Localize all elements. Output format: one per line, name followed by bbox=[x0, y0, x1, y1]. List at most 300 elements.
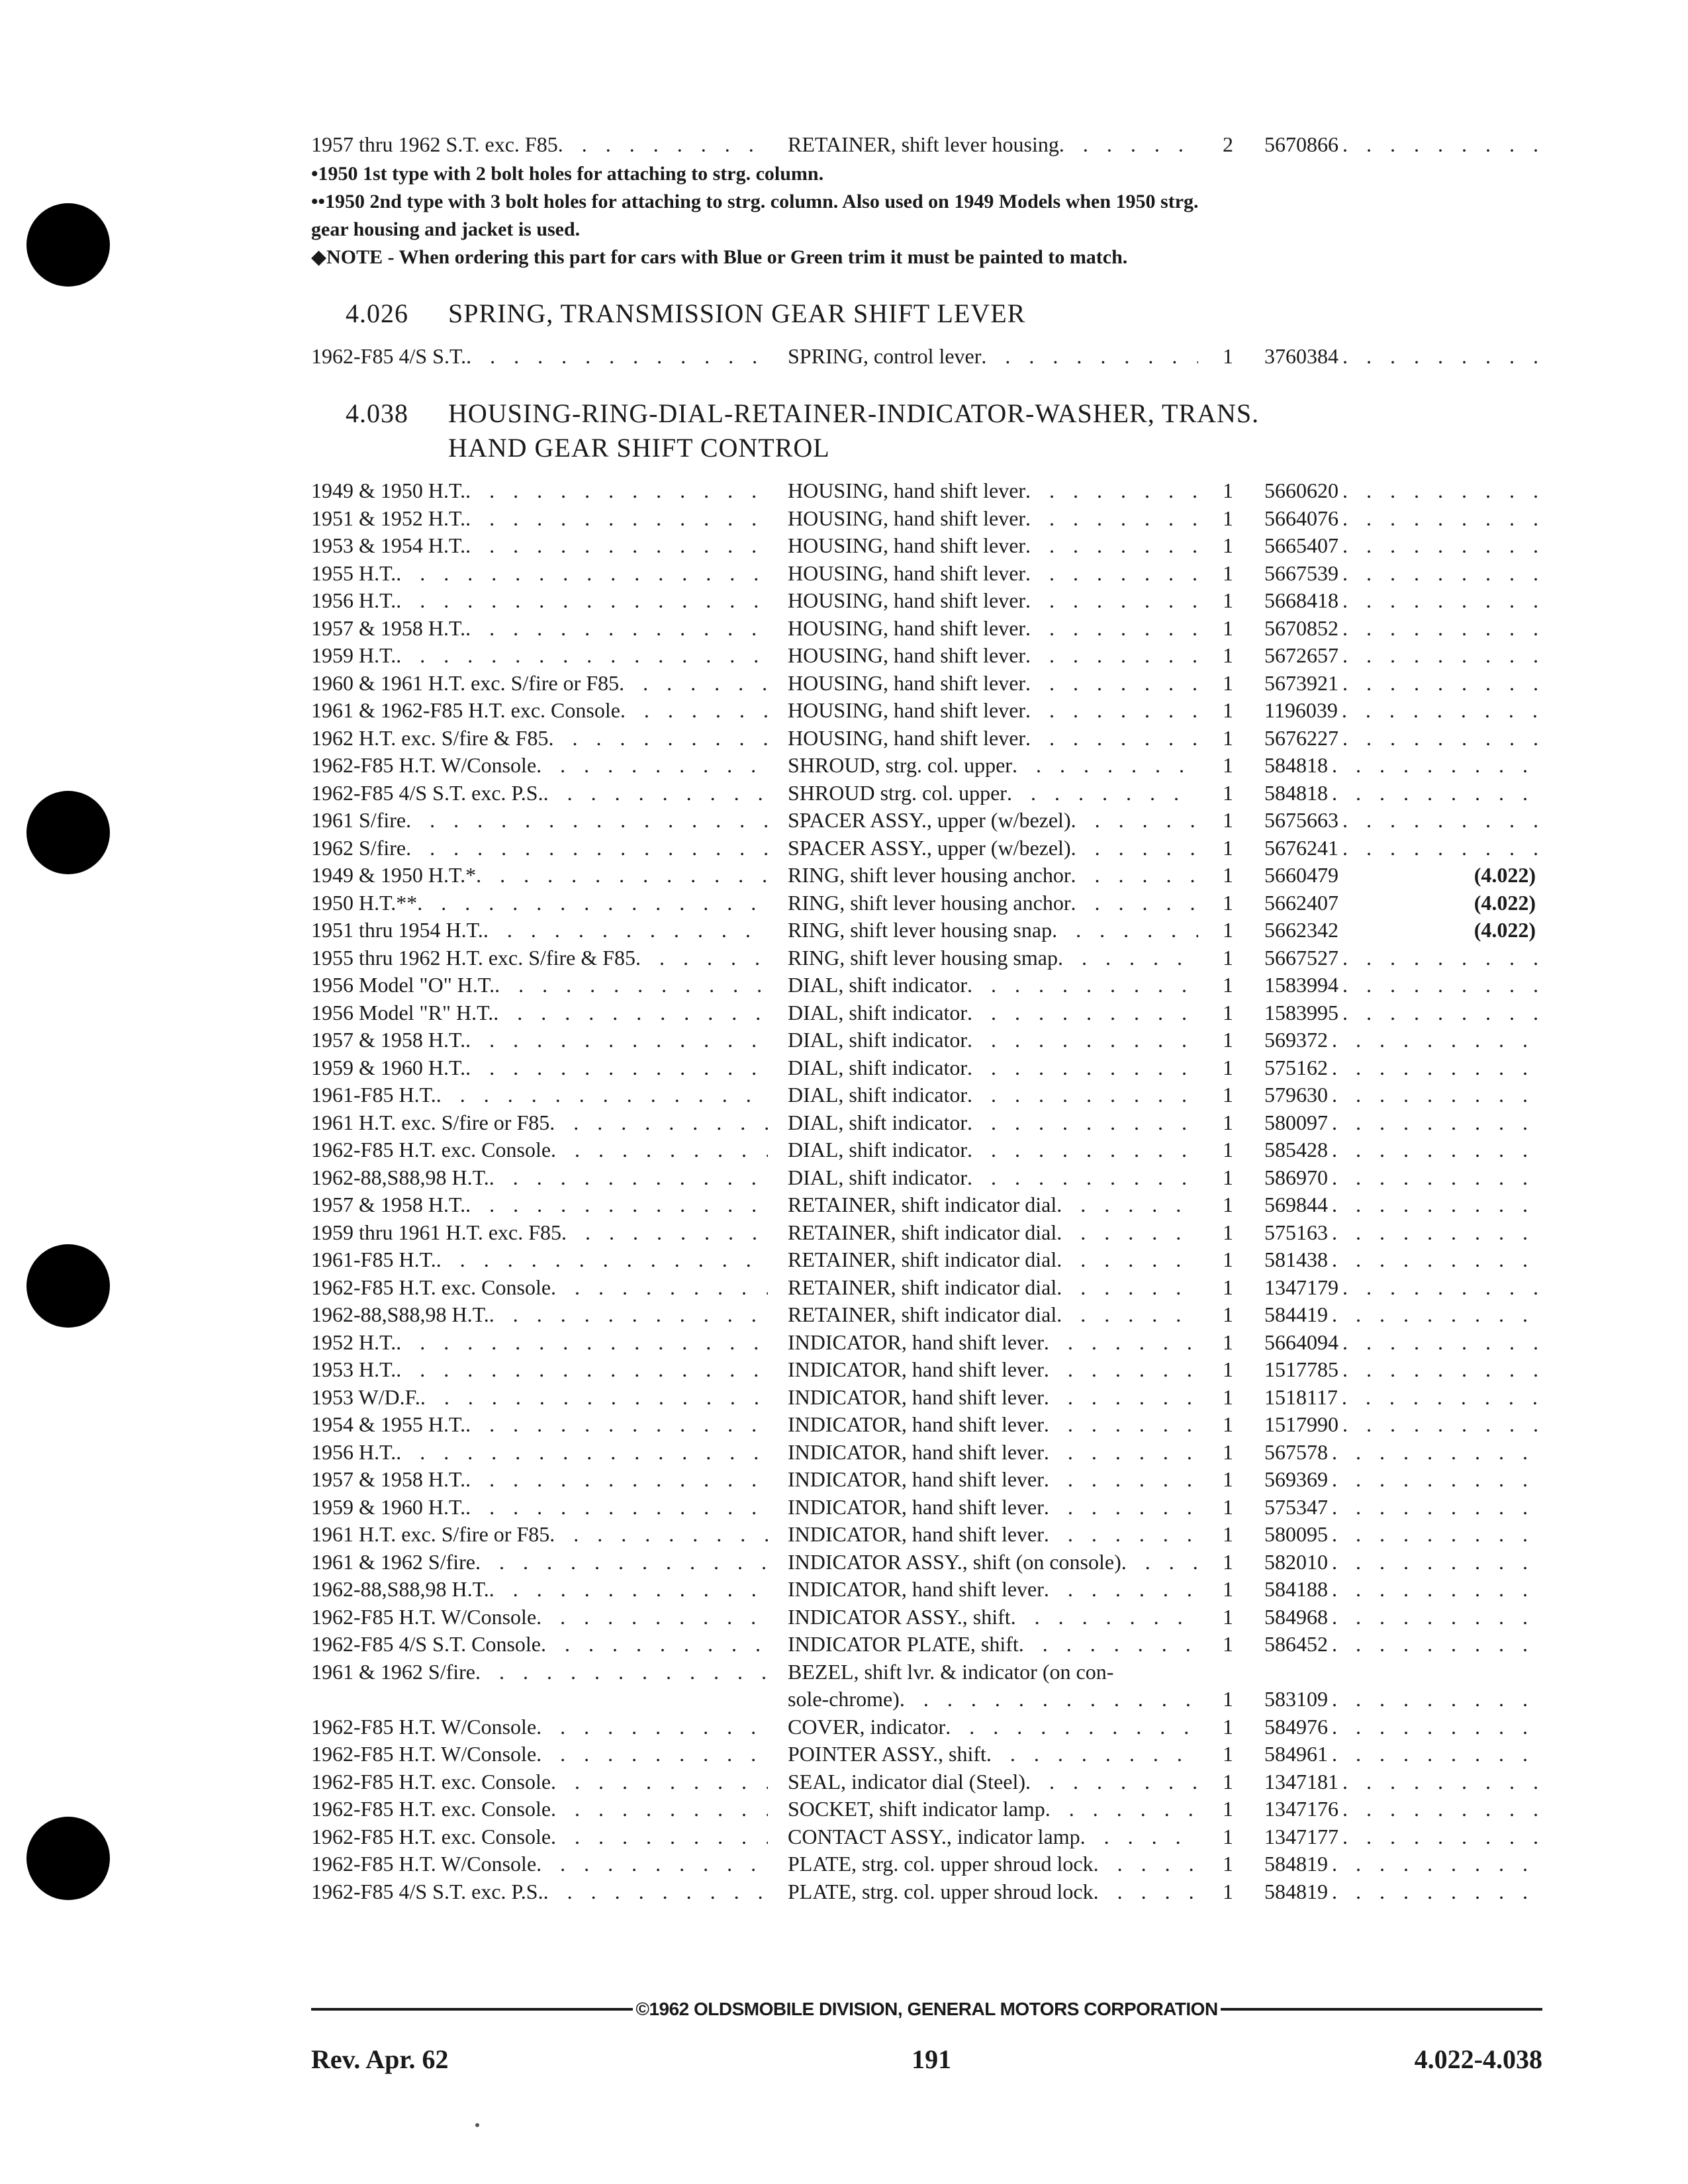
revision-date: Rev. Apr. 62 bbox=[311, 2044, 449, 2074]
dot-leader bbox=[465, 1193, 768, 1217]
quantity: 1 bbox=[1223, 753, 1233, 777]
parts-row bbox=[311, 1605, 1542, 1633]
part-number: 579630 bbox=[1264, 1083, 1328, 1107]
parts-row bbox=[311, 132, 1542, 160]
quantity: 1 bbox=[1223, 1769, 1233, 1794]
parts-row bbox=[311, 1770, 1542, 1797]
dot-leader bbox=[1342, 1770, 1542, 1794]
quantity: 1 bbox=[1223, 478, 1233, 502]
quantity: 1 bbox=[1223, 1797, 1233, 1821]
dot-leader bbox=[1058, 946, 1198, 970]
part-number: 5662407 bbox=[1264, 890, 1338, 915]
dot-leader bbox=[536, 1852, 768, 1876]
application: 1962-F85 H.T. W/Console bbox=[311, 1852, 537, 1876]
dot-leader bbox=[536, 1715, 768, 1739]
quantity: 1 bbox=[1223, 725, 1233, 750]
part-description: DIAL, shift indicator bbox=[788, 1055, 968, 1079]
application: 1959 thru 1961 H.T. exc. F85 bbox=[311, 1220, 562, 1244]
section-reference: (4.022) bbox=[1474, 890, 1536, 915]
dot-leader bbox=[1094, 1852, 1198, 1876]
dot-leader bbox=[1332, 1028, 1542, 1052]
quantity: 1 bbox=[1223, 615, 1233, 640]
parts-row bbox=[311, 836, 1542, 864]
parts-row bbox=[311, 561, 1542, 589]
parts-row bbox=[311, 1220, 1542, 1248]
parts-row bbox=[311, 1550, 1542, 1578]
dot-leader bbox=[1019, 1632, 1198, 1657]
application: 1962-F85 4/S S.T. exc. P.S. bbox=[311, 780, 543, 805]
application: 1962 H.T. exc. S/fire & F85 bbox=[311, 725, 549, 750]
part-description: HOUSING, hand shift lever bbox=[788, 506, 1026, 530]
parts-row bbox=[311, 588, 1542, 616]
quantity: 1 bbox=[1223, 1138, 1233, 1161]
sections-container bbox=[311, 296, 1542, 1907]
dot-leader bbox=[396, 588, 768, 613]
note: ◆NOTE - When ordering this part for cars with Blue or Green trim it must be painted to match. bbox=[311, 246, 1128, 268]
dot-leader bbox=[1052, 918, 1198, 942]
dot-leader bbox=[1332, 1605, 1542, 1629]
parts-row bbox=[311, 1880, 1542, 1907]
part-number: 584961 bbox=[1264, 1742, 1328, 1766]
dot-leader bbox=[986, 1742, 1198, 1766]
dot-leader bbox=[396, 1440, 768, 1465]
part-description: HOUSING, hand shift lever bbox=[788, 588, 1026, 612]
part-number: 584968 bbox=[1264, 1604, 1328, 1629]
dot-leader bbox=[635, 946, 768, 970]
part-description: RING, shift lever housing anchor bbox=[788, 863, 1071, 887]
part-description: CONTACT ASSY., indicator lamp bbox=[788, 1824, 1080, 1848]
parts-row bbox=[311, 478, 1542, 506]
part-number: 580095 bbox=[1264, 1522, 1328, 1546]
dot-leader bbox=[967, 1028, 1198, 1052]
application: 1962-88,S88,98 H.T. bbox=[311, 1577, 489, 1601]
part-description: DIAL, shift indicator bbox=[788, 1028, 968, 1052]
application: 1957 & 1958 H.T. bbox=[311, 1193, 466, 1216]
parts-row bbox=[311, 1385, 1542, 1413]
part-number: 583109 bbox=[1264, 1687, 1328, 1711]
parts-row bbox=[311, 643, 1542, 671]
part-description: RING, shift lever housing snap bbox=[788, 918, 1053, 942]
dot-leader bbox=[420, 1385, 768, 1410]
dot-leader bbox=[1332, 1522, 1542, 1547]
application: 1962-F85 4/S S.T. bbox=[311, 343, 467, 368]
application: 1959 & 1960 H.T. bbox=[311, 1494, 466, 1519]
dot-leader bbox=[1342, 1797, 1542, 1821]
application: 1955 thru 1962 H.T. exc. S/fire & F85 bbox=[311, 945, 636, 970]
dot-leader bbox=[1332, 1577, 1542, 1602]
application: 1957 & 1958 H.T. bbox=[311, 1467, 466, 1491]
part-number: 5672657 bbox=[1264, 643, 1338, 667]
part-description: INDICATOR, hand shift lever bbox=[788, 1330, 1044, 1354]
application: 1962-F85 H.T. W/Console bbox=[311, 1742, 537, 1766]
quantity: 2 bbox=[1223, 132, 1233, 156]
dot-leader bbox=[1044, 1577, 1198, 1602]
dot-leader bbox=[1342, 671, 1542, 696]
dot-leader bbox=[1121, 1550, 1198, 1574]
part-number: 5676227 bbox=[1264, 725, 1338, 750]
application: 1949 & 1950 H.T.* bbox=[311, 863, 477, 887]
section-title: HOUSING-RING-DIAL-RETAINER-INDICATOR-WASHER, TRANS. HAND GEAR SHIFT CONTROL bbox=[448, 398, 1260, 463]
part-number: 1347179 bbox=[1264, 1275, 1338, 1299]
dot-leader bbox=[1342, 533, 1542, 558]
quantity: 1 bbox=[1223, 1879, 1233, 1903]
dot-leader bbox=[465, 1467, 768, 1492]
binder-hole bbox=[26, 791, 110, 874]
part-number: 5673921 bbox=[1264, 670, 1338, 695]
application: 1961 & 1962-F85 H.T. exc. Console bbox=[311, 698, 620, 722]
dot-leader bbox=[396, 1357, 768, 1382]
dot-leader bbox=[1025, 671, 1198, 696]
dot-leader bbox=[967, 1056, 1198, 1080]
part-description: sole-chrome) bbox=[788, 1687, 900, 1711]
dot-leader bbox=[1044, 1440, 1198, 1465]
part-number: 1517785 bbox=[1264, 1357, 1338, 1381]
quantity: 1 bbox=[1223, 1494, 1233, 1519]
dot-leader bbox=[396, 1330, 768, 1355]
application: 1961-F85 H.T. bbox=[311, 1083, 436, 1107]
quantity: 1 bbox=[1223, 506, 1233, 530]
application: 1962-F85 4/S S.T. Console bbox=[311, 1632, 541, 1656]
dot-leader bbox=[1044, 1412, 1198, 1437]
part-description: HOUSING, hand shift lever bbox=[788, 670, 1026, 695]
application: 1959 H.T. bbox=[311, 643, 397, 667]
application: 1962-F85 H.T. exc. Console bbox=[311, 1769, 551, 1794]
dot-leader bbox=[406, 836, 768, 860]
dot-leader bbox=[475, 1550, 768, 1574]
parts-row bbox=[311, 1138, 1542, 1165]
application: 1961 H.T. exc. S/fire or F85 bbox=[311, 1522, 550, 1546]
part-number: 584419 bbox=[1264, 1302, 1328, 1326]
dot-leader bbox=[551, 1825, 768, 1849]
dot-leader bbox=[466, 344, 768, 369]
part-description: COVER, indicator bbox=[788, 1714, 946, 1739]
parts-row bbox=[311, 1797, 1542, 1825]
parts-row bbox=[311, 1165, 1542, 1193]
dot-leader bbox=[1044, 1467, 1198, 1492]
part-description: INDICATOR, hand shift lever bbox=[788, 1494, 1044, 1519]
quantity: 1 bbox=[1223, 973, 1233, 997]
dot-leader bbox=[493, 1001, 768, 1025]
part-description: DIAL, shift indicator bbox=[788, 1165, 968, 1189]
dot-leader bbox=[536, 1742, 768, 1766]
part-number: 569844 bbox=[1264, 1193, 1328, 1216]
part-description: PLATE, strg. col. upper shroud lock bbox=[788, 1879, 1094, 1903]
dot-leader bbox=[494, 973, 768, 997]
parts-row bbox=[311, 1660, 1542, 1688]
part-description: HOUSING, hand shift lever bbox=[788, 698, 1026, 722]
part-description: INDICATOR, hand shift lever bbox=[788, 1412, 1044, 1436]
dot-leader bbox=[619, 671, 768, 696]
part-description: INDICATOR, hand shift lever bbox=[788, 1577, 1044, 1601]
quantity: 1 bbox=[1223, 1110, 1233, 1134]
quantity: 1 bbox=[1223, 890, 1233, 915]
part-description: HOUSING, hand shift lever bbox=[788, 643, 1026, 667]
quantity: 1 bbox=[1223, 1687, 1233, 1711]
application: 1956 Model "O" H.T. bbox=[311, 973, 495, 997]
dot-leader bbox=[1007, 781, 1198, 805]
part-description: INDICATOR, hand shift lever bbox=[788, 1467, 1044, 1491]
parts-row bbox=[311, 973, 1542, 1001]
dot-leader bbox=[1342, 561, 1542, 586]
dot-leader bbox=[1342, 1412, 1542, 1437]
part-number: 5675663 bbox=[1264, 808, 1338, 832]
application: 1962-F85 4/S S.T. exc. P.S. bbox=[311, 1879, 543, 1903]
part-description: INDICATOR ASSY., shift bbox=[788, 1604, 1011, 1629]
application: 1961 & 1962 S/fire bbox=[311, 1659, 475, 1684]
binder-hole bbox=[26, 203, 110, 287]
dot-leader bbox=[541, 1632, 768, 1657]
dot-leader bbox=[967, 973, 1198, 997]
section-title: SPRING, TRANSMISSION GEAR SHIFT LEVER bbox=[448, 298, 1026, 328]
parts-row bbox=[311, 808, 1542, 836]
application: 1953 H.T. bbox=[311, 1357, 397, 1381]
binder-hole bbox=[26, 1817, 110, 1900]
parts-row bbox=[311, 1852, 1542, 1880]
part-description: RING, shift lever housing smap bbox=[788, 945, 1058, 970]
part-description: INDICATOR PLATE, shift bbox=[788, 1632, 1019, 1656]
dot-leader bbox=[967, 1111, 1198, 1135]
quantity: 1 bbox=[1223, 533, 1233, 557]
section-heading bbox=[346, 296, 1542, 331]
dot-leader bbox=[406, 808, 768, 833]
dot-leader bbox=[1342, 1825, 1542, 1849]
parts-row bbox=[311, 1577, 1542, 1605]
part-number: 1196039 bbox=[1264, 698, 1338, 722]
parts-row bbox=[311, 1275, 1542, 1303]
dot-leader bbox=[1332, 1715, 1542, 1739]
application: 1951 thru 1954 H.T. bbox=[311, 918, 483, 942]
dot-leader bbox=[1071, 836, 1198, 860]
part-description: HOUSING, hand shift lever bbox=[788, 615, 1026, 640]
dot-leader bbox=[551, 1138, 768, 1162]
section-reference: (4.022) bbox=[1474, 863, 1536, 887]
dot-leader bbox=[551, 1770, 768, 1794]
parts-row bbox=[311, 1742, 1542, 1770]
binder-hole bbox=[26, 1244, 110, 1328]
footer-rule bbox=[1221, 2008, 1542, 2011]
part-number: 5668418 bbox=[1264, 588, 1338, 612]
dot-leader bbox=[1332, 781, 1542, 805]
part-number: 5660479 bbox=[1264, 863, 1338, 887]
application: 1962-F85 H.T. W/Console bbox=[311, 1714, 537, 1739]
quantity: 1 bbox=[1223, 808, 1233, 832]
quantity: 1 bbox=[1223, 1302, 1233, 1326]
dot-leader bbox=[1332, 1495, 1542, 1520]
dot-leader bbox=[1332, 1632, 1542, 1657]
dot-leader bbox=[1025, 616, 1198, 641]
part-number: 1347176 bbox=[1264, 1797, 1338, 1821]
dot-leader bbox=[981, 344, 1198, 369]
dot-leader bbox=[1332, 1083, 1542, 1107]
dot-leader bbox=[1342, 836, 1542, 860]
dot-leader bbox=[967, 1083, 1198, 1107]
section-number: 4.038 bbox=[346, 398, 408, 428]
dot-leader bbox=[1342, 616, 1542, 641]
quantity: 1 bbox=[1223, 1632, 1233, 1656]
parts-row bbox=[311, 616, 1542, 644]
part-description: RETAINER, shift lever housing bbox=[788, 132, 1059, 156]
dot-leader bbox=[1342, 1001, 1542, 1025]
part-description: DIAL, shift indicator bbox=[788, 1083, 968, 1107]
dot-leader bbox=[1332, 1056, 1542, 1080]
notes-block bbox=[311, 160, 1542, 271]
footer-rule bbox=[311, 2008, 633, 2011]
dot-leader bbox=[967, 1138, 1198, 1162]
application: 1962-F85 H.T. exc. Console bbox=[311, 1797, 551, 1821]
quantity: 1 bbox=[1223, 1577, 1233, 1601]
dot-leader bbox=[1025, 506, 1198, 531]
quantity: 1 bbox=[1223, 1055, 1233, 1079]
parts-row bbox=[311, 918, 1542, 946]
quantity: 1 bbox=[1223, 1248, 1233, 1271]
catalog-section bbox=[311, 396, 1542, 465]
page-number: 191 bbox=[912, 2044, 952, 2074]
part-number: 575163 bbox=[1264, 1220, 1328, 1244]
part-description: RETAINER, shift indicator dial bbox=[788, 1275, 1057, 1299]
application: 1956 Model "R" H.T. bbox=[311, 1000, 494, 1024]
parts-row bbox=[311, 781, 1542, 809]
quantity: 1 bbox=[1223, 1165, 1233, 1189]
part-description: POINTER ASSY., shift bbox=[788, 1742, 986, 1766]
part-number: 1583994 bbox=[1264, 973, 1338, 997]
parts-row bbox=[311, 1522, 1542, 1550]
part-number: 3760384 bbox=[1264, 343, 1338, 368]
dot-leader bbox=[476, 863, 768, 887]
part-number: 1347181 bbox=[1264, 1769, 1338, 1794]
dot-leader bbox=[1080, 1825, 1198, 1849]
dot-leader bbox=[536, 1605, 768, 1629]
section-range: 4.022-4.038 bbox=[1414, 2044, 1542, 2074]
dot-leader bbox=[1056, 1193, 1198, 1217]
application: 1957 & 1958 H.T. bbox=[311, 1028, 466, 1052]
part-description: INDICATOR, hand shift lever bbox=[788, 1357, 1044, 1381]
part-number: 584819 bbox=[1264, 1879, 1328, 1903]
part-number: 5670866 bbox=[1264, 132, 1338, 156]
part-number: 5660620 bbox=[1264, 478, 1338, 502]
dot-leader bbox=[475, 1660, 768, 1684]
parts-row bbox=[311, 1248, 1542, 1275]
dot-leader bbox=[543, 1880, 768, 1904]
dot-leader bbox=[465, 1412, 768, 1437]
part-number: 575162 bbox=[1264, 1055, 1328, 1079]
quantity: 1 bbox=[1223, 1000, 1233, 1024]
part-number: 1583995 bbox=[1264, 1000, 1338, 1024]
quantity: 1 bbox=[1223, 1275, 1233, 1299]
part-description: INDICATOR, hand shift lever bbox=[788, 1522, 1044, 1546]
dot-leader bbox=[1056, 1275, 1198, 1300]
dot-leader bbox=[561, 1220, 768, 1245]
part-description: HOUSING, hand shift lever bbox=[788, 725, 1026, 750]
dot-leader bbox=[1056, 1220, 1198, 1245]
dot-leader bbox=[1044, 1522, 1198, 1547]
dot-leader bbox=[1056, 1248, 1198, 1272]
part-number: 582010 bbox=[1264, 1549, 1328, 1574]
part-number: 584976 bbox=[1264, 1714, 1328, 1739]
quantity: 1 bbox=[1223, 1193, 1233, 1216]
parts-row bbox=[311, 344, 1542, 372]
parts-row bbox=[311, 891, 1542, 919]
part-number: 584819 bbox=[1264, 1852, 1328, 1876]
dot-leader bbox=[1025, 478, 1198, 503]
dot-leader bbox=[1025, 698, 1198, 723]
parts-row bbox=[311, 1495, 1542, 1523]
dot-leader bbox=[1025, 533, 1198, 558]
quantity: 1 bbox=[1223, 1028, 1233, 1052]
dot-leader bbox=[465, 1056, 768, 1080]
dot-leader bbox=[1025, 643, 1198, 668]
application: 1962-88,S88,98 H.T. bbox=[311, 1165, 489, 1189]
parts-row bbox=[311, 1632, 1542, 1660]
part-description: INDICATOR, hand shift lever bbox=[788, 1439, 1044, 1464]
application: 1961 H.T. exc. S/fire or F85 bbox=[311, 1110, 550, 1134]
application: 1962-88,S88,98 H.T. bbox=[311, 1302, 489, 1326]
application: 1956 H.T. bbox=[311, 588, 397, 612]
dot-leader bbox=[1044, 1495, 1198, 1520]
part-description: RETAINER, shift indicator dial bbox=[788, 1220, 1057, 1244]
part-number: 1517990 bbox=[1264, 1412, 1338, 1436]
application: 1955 H.T. bbox=[311, 561, 397, 585]
dot-leader bbox=[465, 506, 768, 531]
quantity: 1 bbox=[1223, 1357, 1233, 1381]
dot-leader bbox=[536, 753, 768, 778]
dot-leader bbox=[1332, 1220, 1542, 1245]
dot-leader bbox=[1342, 1330, 1542, 1355]
parts-row bbox=[311, 863, 1542, 891]
quantity: 1 bbox=[1223, 1714, 1233, 1739]
part-number: 581438 bbox=[1264, 1248, 1328, 1271]
quantity: 1 bbox=[1223, 1220, 1233, 1244]
dot-leader bbox=[396, 561, 768, 586]
quantity: 1 bbox=[1223, 343, 1233, 368]
dot-leader bbox=[548, 726, 768, 751]
part-description: INDICATOR, hand shift lever bbox=[788, 1385, 1044, 1409]
part-description: PLATE, strg. col. upper shroud lock bbox=[788, 1852, 1094, 1876]
part-number: 584818 bbox=[1264, 753, 1328, 777]
part-description: RETAINER, shift indicator dial bbox=[788, 1302, 1057, 1326]
dot-leader bbox=[1342, 698, 1542, 723]
part-number: 585428 bbox=[1264, 1138, 1328, 1161]
part-description: SHROUD, strg. col. upper bbox=[788, 753, 1012, 777]
part-description: SPACER ASSY., upper (w/bezel) bbox=[788, 808, 1071, 832]
dot-leader bbox=[1342, 588, 1542, 613]
parts-row bbox=[311, 1467, 1542, 1495]
quantity: 1 bbox=[1223, 1742, 1233, 1766]
dot-leader bbox=[551, 1275, 768, 1300]
dot-leader bbox=[1070, 863, 1198, 887]
part-number: 5676241 bbox=[1264, 835, 1338, 860]
quantity: 1 bbox=[1223, 1852, 1233, 1876]
quantity: 1 bbox=[1223, 780, 1233, 805]
part-number: 586452 bbox=[1264, 1632, 1328, 1656]
quantity: 1 bbox=[1223, 1604, 1233, 1629]
dot-leader bbox=[396, 643, 768, 668]
parts-row bbox=[311, 1440, 1542, 1468]
dot-leader bbox=[1342, 506, 1542, 531]
dot-leader bbox=[1332, 1852, 1542, 1876]
quantity: 1 bbox=[1223, 835, 1233, 860]
dot-leader bbox=[1025, 1770, 1198, 1794]
application: 1949 & 1950 H.T. bbox=[311, 478, 466, 502]
quantity: 1 bbox=[1223, 561, 1233, 585]
part-number: 580097 bbox=[1264, 1110, 1328, 1134]
part-description: DIAL, shift indicator bbox=[788, 1000, 968, 1024]
part-number: 584188 bbox=[1264, 1577, 1328, 1601]
parts-row bbox=[311, 1715, 1542, 1743]
dot-leader bbox=[1332, 1165, 1542, 1190]
part-description: SPACER ASSY., upper (w/bezel) bbox=[788, 835, 1071, 860]
quantity: 1 bbox=[1223, 588, 1233, 612]
dot-leader bbox=[1332, 1550, 1542, 1574]
